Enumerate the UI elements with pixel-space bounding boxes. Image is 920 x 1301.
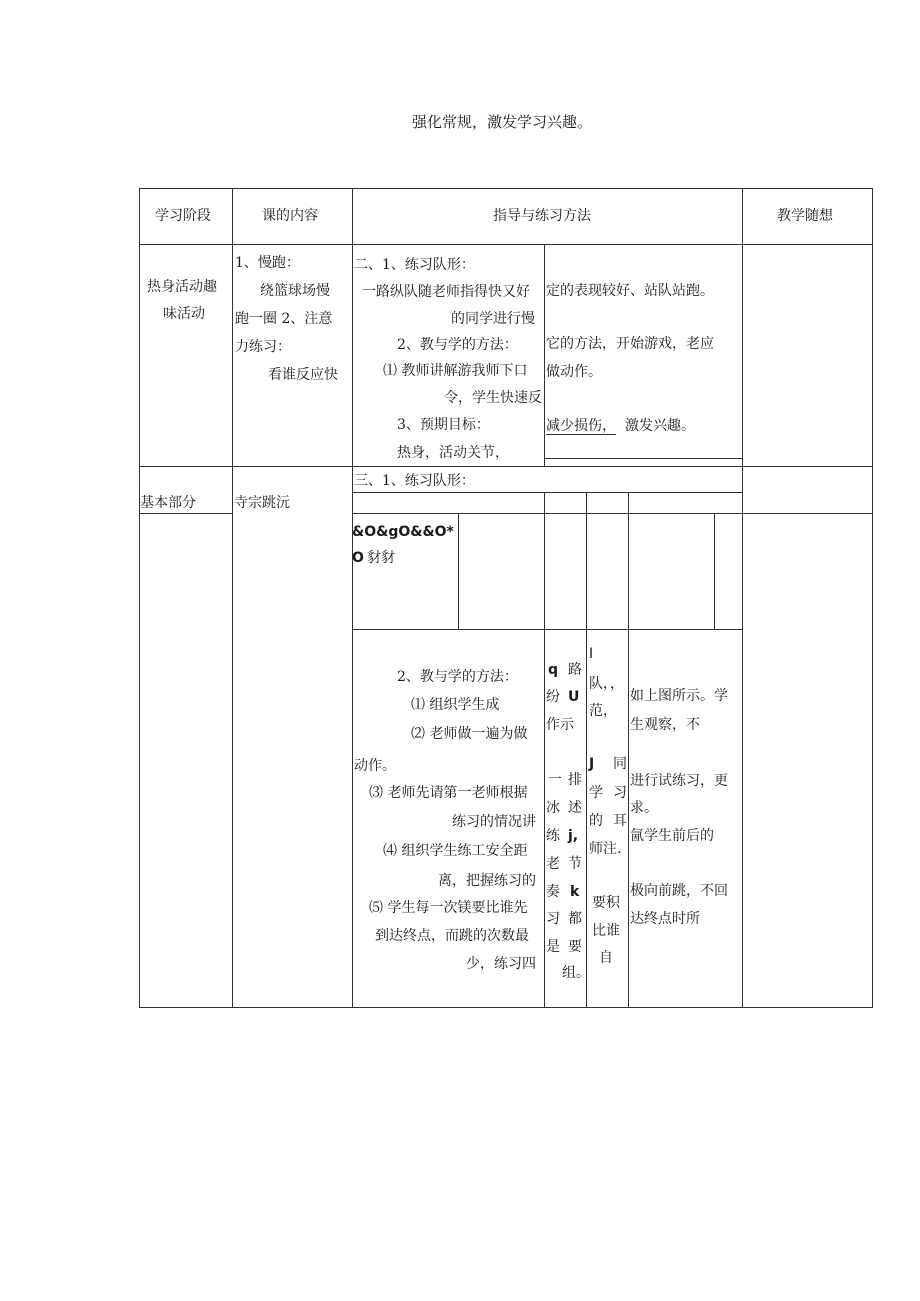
col-a-char: 组。 <box>562 965 590 981</box>
col-a-char: 节 <box>568 856 582 872</box>
col-c-line: 氤学生前后的 <box>630 828 714 844</box>
col-c-line: 极向前跳，不回 <box>630 883 728 899</box>
warmup-content-line: 看谁反应快 <box>268 367 338 383</box>
warmup-content-line: 1、慢跑： <box>235 255 300 271</box>
col-b-char: J <box>589 756 595 772</box>
col-b-char: 耳 <box>613 813 627 829</box>
basic-method-line: ⑵ 老师做一遍为做 <box>411 726 528 742</box>
col-c-line: 达终点时所 <box>630 911 700 927</box>
col-a-char: k <box>570 884 580 900</box>
col-a-char: 作示 <box>546 717 574 733</box>
col-a-char: 一 <box>548 772 562 788</box>
warmup-method-line: 2、教与学的方法： <box>397 337 518 353</box>
col-a-char: U <box>568 689 580 705</box>
col-a-char: 述 <box>568 800 582 816</box>
intro-text: 强化常规，激发学习兴趣。 <box>412 113 593 131</box>
basic-method-line: ⑴ 组织学生成 <box>411 697 500 713</box>
warmup-method-line: 二、1、练习队形： <box>354 257 475 273</box>
col-a-char: 练 <box>546 828 560 844</box>
col-a-char: j, <box>568 828 579 844</box>
col-b-char: 师注. <box>589 841 622 857</box>
basic-method-line: 练习的情况讲 <box>452 814 536 830</box>
col-b-char: 的 <box>589 813 603 829</box>
basic-method-line: ⑸ 学生每一次镁要比谁先 <box>369 900 528 916</box>
col-a-char: 老 <box>546 856 560 872</box>
col-a-char: 是 <box>546 939 560 955</box>
col-a-char: 纷 <box>546 689 560 705</box>
basic-method-line: 2、教与学的方法： <box>397 669 518 685</box>
basic-method-line: 少，练习四 <box>466 956 536 972</box>
col-a-char: q <box>548 662 559 678</box>
header-method: 指导与练习方法 <box>493 208 591 224</box>
col-a-char: 要 <box>568 939 582 955</box>
warmup-method-line: 令，学生快速反 <box>444 390 542 406</box>
warmup-side-line: 定的表现较好、站队站跑。 <box>546 283 714 299</box>
col-b-char: 比谁 <box>592 923 620 939</box>
basic-stage: 基本部分 <box>140 495 196 511</box>
warmup-side-underlined: 减少损伤， <box>546 418 616 434</box>
warmup-method-line: 热身，活动关节， <box>397 445 509 461</box>
header-stage: 学习阶段 <box>155 208 211 224</box>
basic-method-line: 离，把握练习的 <box>438 873 536 889</box>
warmup-stage-line: 热身活动趣 <box>147 279 217 295</box>
col-a-char: 奏 <box>546 884 560 900</box>
warmup-method-line: 的同学进行慢 <box>451 311 535 327</box>
warmup-stage-line: 味活动 <box>163 306 205 322</box>
col-c-line: 生观察，不 <box>630 717 700 733</box>
col-a-char: 路 <box>568 662 582 678</box>
header-notes: 教学随想 <box>777 208 833 224</box>
basic-method-line: ⑶ 老师先请第一老师根据 <box>369 785 528 801</box>
col-a-char: 习 <box>546 911 560 927</box>
warmup-side-line: 它的方法，开始游戏，老应 <box>546 336 714 352</box>
basic-content: 寺宗跳沅 <box>234 495 290 511</box>
col-b-char: 习 <box>613 785 627 801</box>
col-b-char: 队，， <box>589 676 624 692</box>
warmup-method-line: 一路纵队随老师指得快又好 <box>362 284 530 300</box>
col-c-line: 求。 <box>630 800 658 816</box>
col-b-char: 学 <box>589 785 603 801</box>
col-a-char: 都 <box>568 911 582 927</box>
col-b-char: 自 <box>599 950 613 966</box>
basic-method-line: ⑷ 组织学生练工安全距 <box>383 843 528 859</box>
warmup-side-line: 做动作。 <box>546 364 602 380</box>
basic-method-line: 动作。 <box>354 758 396 774</box>
formation-diagram-row: &O&gO&&O* <box>352 524 454 540</box>
warmup-content-line: 力练习： <box>235 339 291 355</box>
header-content: 课的内容 <box>262 208 318 224</box>
col-b-char: 范， <box>589 703 617 719</box>
warmup-method-line: ⑴ 教师讲解游我师下口 <box>383 363 528 379</box>
col-a-char: 排 <box>568 772 582 788</box>
col-a-char: 冰 <box>546 800 560 816</box>
formation-diagram-marker: O <box>352 550 364 566</box>
col-c-line: 如上图所示。学 <box>630 688 728 704</box>
col-b-char: I <box>589 646 594 662</box>
col-c-line: 进行试练习，更 <box>630 773 728 789</box>
col-b-char: 要积 <box>592 895 620 911</box>
basic-method-line: 到达终点，而跳的次数最 <box>375 928 529 944</box>
basic-formation-title: 三、1、练习队形： <box>354 473 475 489</box>
warmup-method-line: 3、预期目标： <box>397 417 490 433</box>
warmup-side-line: 激发兴趣。 <box>625 418 695 434</box>
col-b-char: 同 <box>613 756 627 772</box>
warmup-content-line: 跑一圈 2、注意 <box>235 311 333 327</box>
formation-diagram-label: 豺豺 <box>367 550 395 566</box>
warmup-content-line: 绕篮球场慢 <box>260 283 330 299</box>
